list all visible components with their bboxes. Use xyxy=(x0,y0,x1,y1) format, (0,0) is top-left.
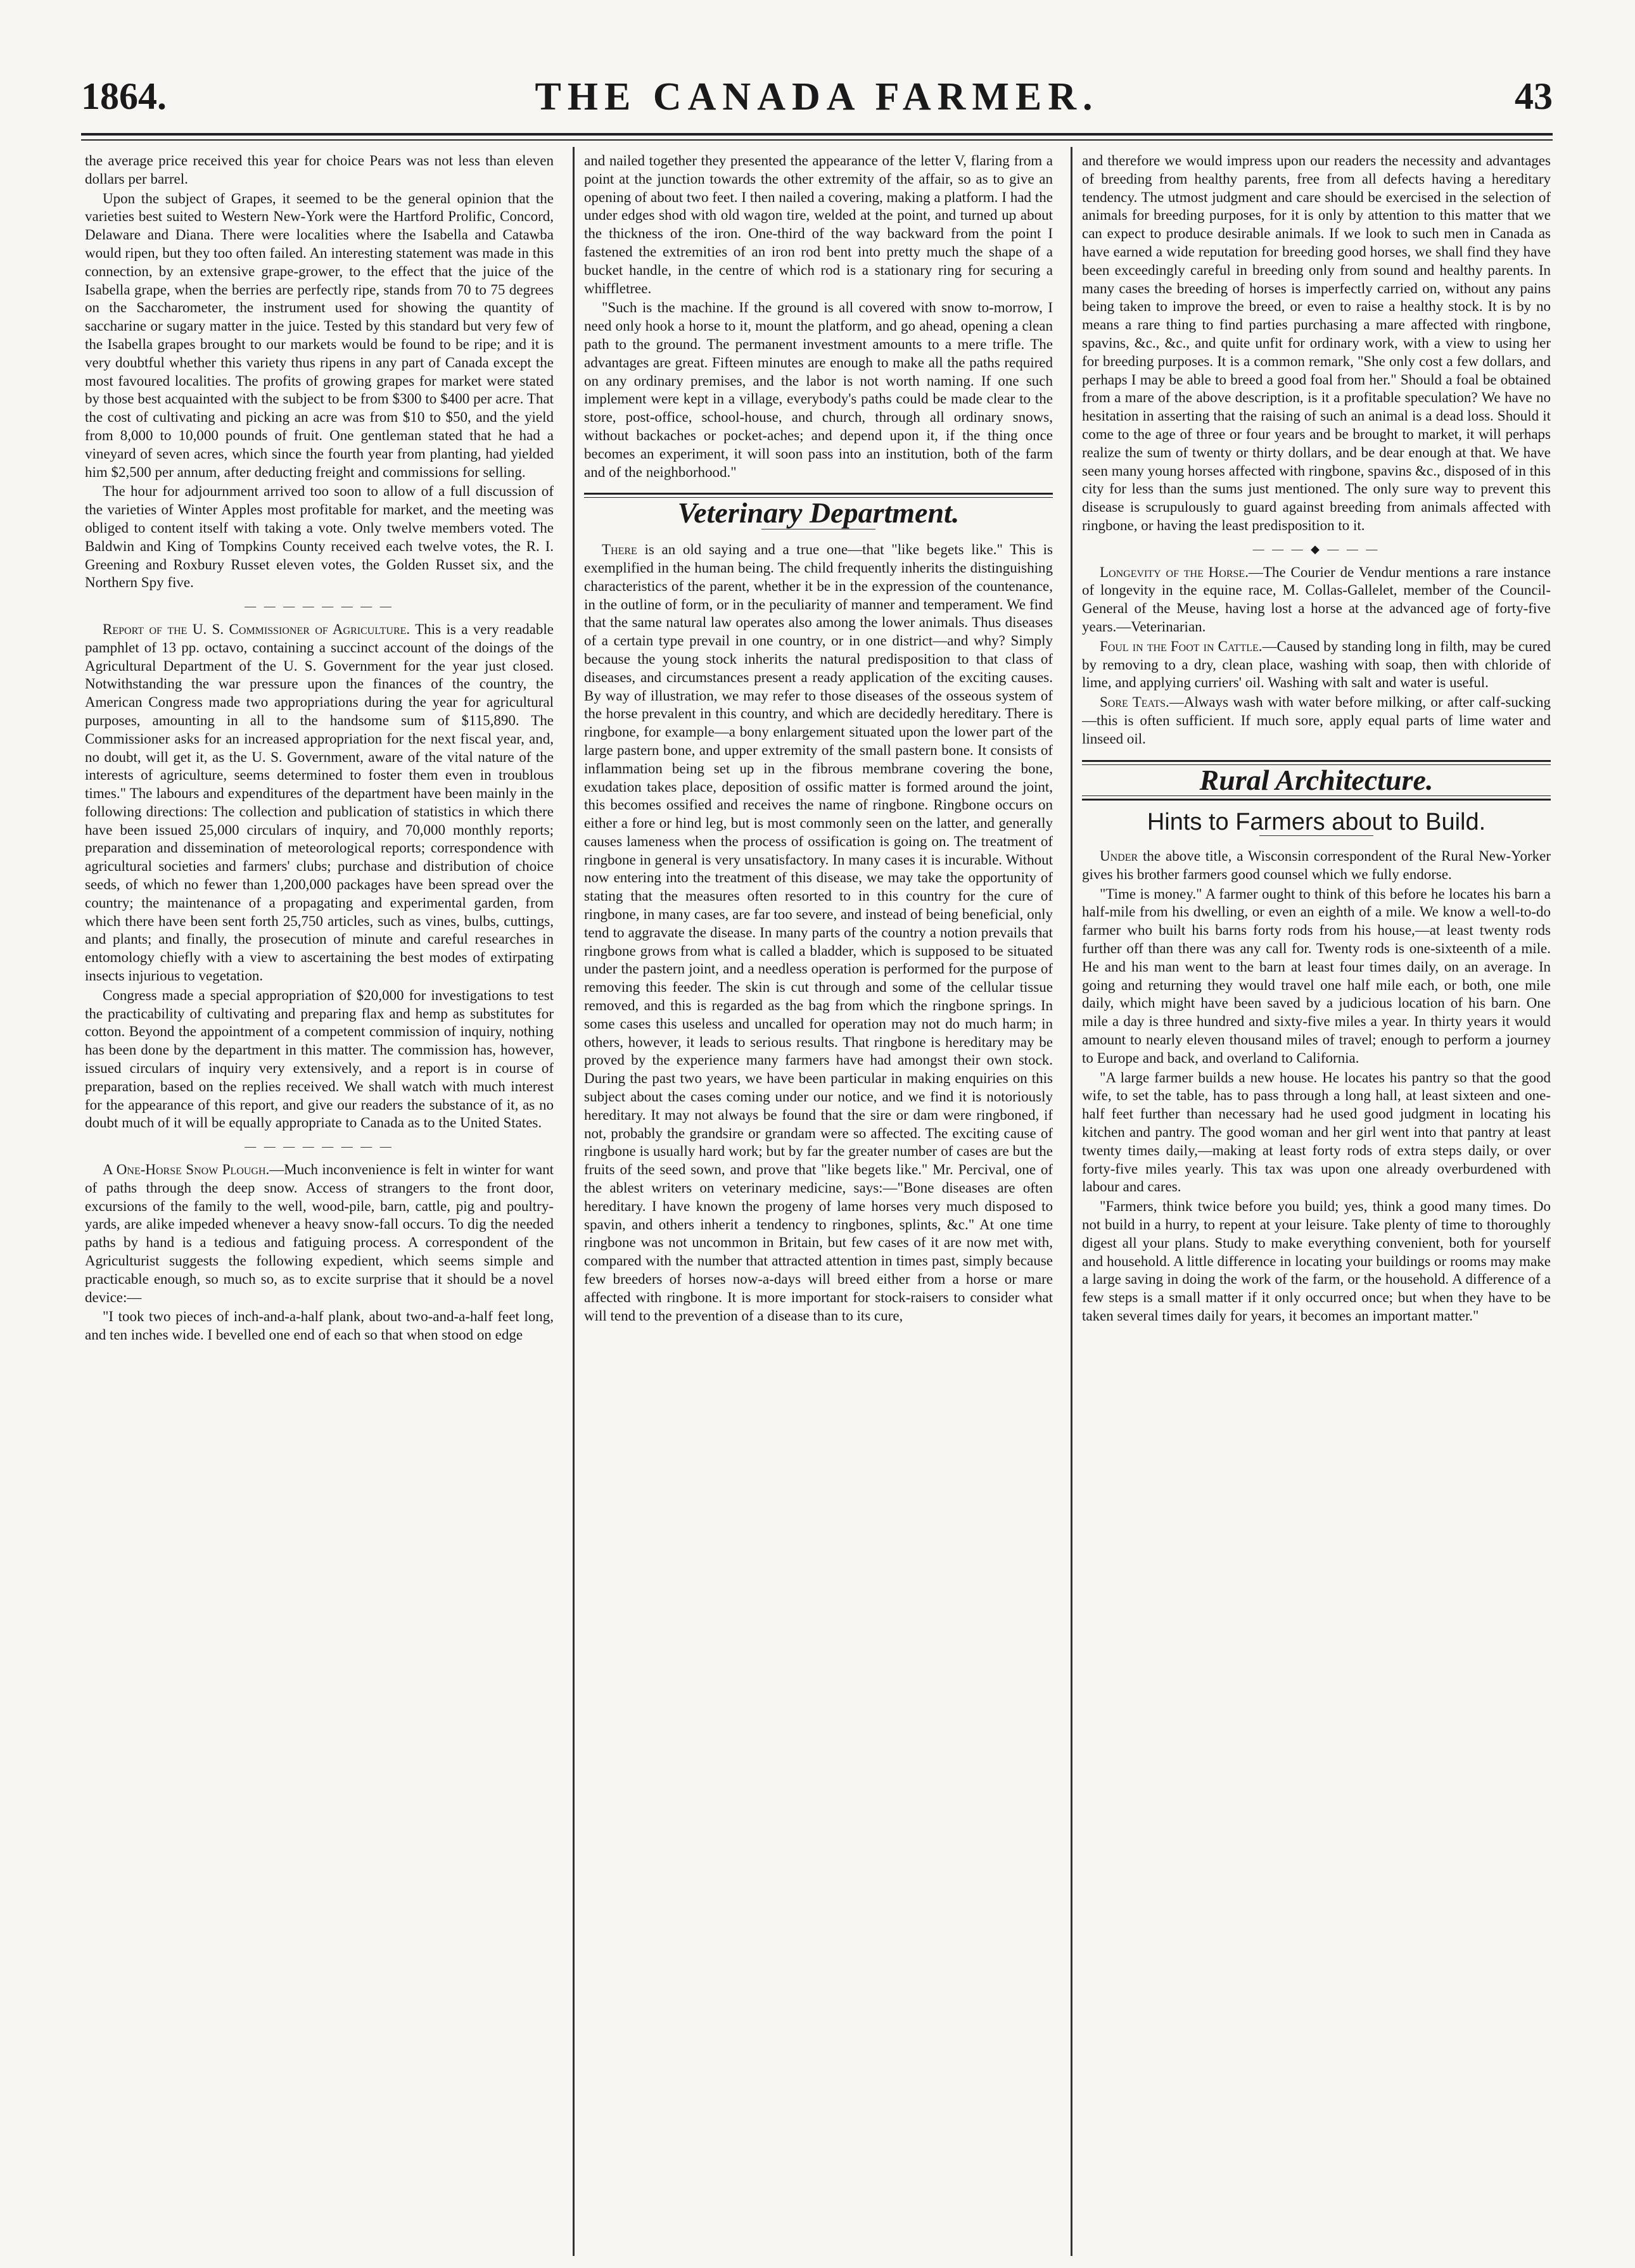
foul-foot-heading: Foul in the Foot in Cattle. xyxy=(1100,638,1263,654)
ringbone-text: is an old saying and a true one—that "like begets like." This is exemplified in the human being. The child frequently inherits the distinguishing characteristics of the parent, whether it be in the expression of the countenance, in the outline of form, or in the peculiarity of manner and temperament. We find that the same natural law operates also among the lower animals. Thus diseases of a certain type prevail in one country, or in one district—and why? Simply because the young stock inherits the natural predisposition to that class of diseases, and circumstances present a ready application of the exciting causes. By way of illustration, we may refer to those diseases of the osseous system of the horse prevalent in this country, and which are decidedly hereditary. There is ringbone, for example—a bony enlargement situated upon the lower part of the large pastern bone, and upper extremity of the small pastern bone. It consists of inflammation being set up in the fibrous membrane covering the bone, exudation takes place, deposition of ossific matter is formed around the joint, this becomes ossified and receives the name of ringbone. Ringbone occurs on either a fore or hind leg, but is most commonly seen on the latter, and generally causes lameness when the process of ossification is going on. The treatment of ringbone in general is very unsatisfactory. In many cases it is incurable. Without now entering into the treatment of this disease, we may take the opportunity of stating that the measures often resorted to in this country for the cure of ringbone, in many cases, are far too severe, and instead of being beneficial, only tend to aggravate the disease. In many parts of the country a notion prevails that ringbone grows from what is called a bladder, which is supposed to be situated under the pastern joint, and a needless operation is performed for the purpose of removing this feeder. The skin is cut through and some of the cellular tissue removed, and this is regarded as the bag from which the ringbone springs. In some cases this useless and uncalled for operation may not do much harm; in others, however, it leads to serious results. That ringbone is hereditary may be proved by the experience many farmers have had amongst their own stock. During the past two years, we have been particular in making enquiries on this subject about the cases coming under our notice, and we find it is notoriously hereditary. It may not always be found that the sire or dam were ringboned, if not, probably the grandsire or grandam were so affected. The exciting cause of ringbone is usually hard work; but by far the greater number of cases are but the fruits of the seed sown, and prove that "like begets like." Mr. Percival, one of the ablest writers on veterinary medicine, says:—"Bone diseases are often hereditary. I have known the progeny of lame horses very much disposed to spavin, and others inherit a tendency to ringbones, splints, &c." At one time ringbone was not uncommon in Britain, but few cases of it are now met with, compared with the number that attracted attention in times past, simply because few breeders of horses now-a-days will breed either from a horse or mare affected with ringbone. It is more important for stock-raisers to consider what will tend to the prevention of a disease than to its cure, xyxy=(584,542,1053,1324)
wisconsin-paragraph xyxy=(1082,847,1551,884)
divider: — — — ◆ — — — xyxy=(1252,542,1380,555)
section-rule xyxy=(1082,795,1551,801)
article-headline: Hints to Farmers about to Build. xyxy=(1147,809,1486,836)
snow-plough-paragraph xyxy=(85,1161,554,1307)
commissioner-report-paragraph xyxy=(85,621,554,985)
plank-paragraph: "I took two pieces of inch-and-a-half plank, about two-and-a-half feet long, and ten inches wide. I bevelled one end of each so that when stood on edge xyxy=(85,1308,554,1343)
sore-teats-text: —Always wash with water before milking, or after calf-sucking—this is often sufficient. If much sore, apply equal parts of lime water and linseed oil. xyxy=(1082,694,1551,747)
think-twice-paragraph: "Farmers, think twice before you build; yes, think a good many times. Do not build in a hurry, to repent at your leisure. Take plenty of time to thoroughly digest all your plans. Study to make everything convenient, both for yourself and household. A little difference in locating your buildings or rooms may make a large saving in doing the work of the farm, or the household. A difference of a few steps is a small matter if it only occurred once; but when they have to be taken several times daily for years, it becomes an important matter." xyxy=(1082,1198,1551,1324)
divider: — — — — — — — — xyxy=(245,600,394,613)
breeding-paragraph: and therefore we would impress upon our readers the necessity and advantages of breeding from healthy parents, free from all defects having a hereditary tendency. The utmost judgment and care should be exercised in the selection of animals for breeding purposes, for it is only by attention to this matter that we can expect to produce desirable animals. If we look to such men in Canada as have earned a wide reputation for breeding good horses, we shall find they have been exceedingly careful in breeding only from sound and healthy parents. In many cases the breeding of horses is imperfectly carried on, without any pains being taken to improve the breed, or even to raise a healthy stock. It is by no means a rare thing to find parties purchasing a mare affected with ringbone, spavins, &c., &c., and quite unfit for ordinary work, with a view to using her for breeding purposes. It is a common remark, "She only cost a few dollars, and perhaps I may be able to breed a good foal from her." Should a foal be obtained from a mare of the above description, is it a profitable speculation? We have no hesitation in asserting that the raising of such an animal is a dead loss. Should it come to the age of three or four years and be brought to market, it will perhaps realize the sum of twenty or thirty dollars, and be dear enough at that. We have seen many young horses affected with ringbone, spavins &c., disposed of in this city for less than the sums just mentioned. The only sure way to prevent this disease is scrupulously to guard against breeding from animals affected with ringbone, or having the least predisposition to it. xyxy=(1082,153,1551,533)
sore-teats-heading: Sore Teats. xyxy=(1100,694,1169,711)
grapes-paragraph: Upon the subject of Grapes, it seemed to be the general opinion that the varieties best suited to Western New-York were the Hartford Prolific, Concord, Delaware and Diana. There were localities where the Isabella and Catawba would ripen, but they too often failed. An interesting statement was made in this connection, by an extensive grape-grower, to the effect that the juice of the Isabella grape, when the berries are perfectly ripe, stands from 70 to 75 degrees on the Saccharometer, the instrument used for showing the quantity of saccharine or sugary matter in the juice. Tested by this standard but very few of the Isabella grapes brought to our markets would be found to be ripe; and it is very doubtful whether this variety thus ripens in any part of Canada except the most favoured localities. The profits of growing grapes for market were stated by those best acquainted with the subject to be from $300 to $400 per acre. That the cost of cultivating and picking an acre was from $10 to $50, and the yield from 8,000 to 10,000 pounds of fruit. One gentleman stated that he had a vineyard of seven acres, which since the fourth year from planting, had yielded him $2,500 per annum, after deducting freight and commissions for selling. xyxy=(85,190,554,480)
pantry-paragraph: "A large farmer builds a new house. He locates his pantry so that the good wife, to set the table, has to pass through a long hall, at least sixteen and one-half feet further than necessary had he used good judgment in locating his kitchen and pantry. The good woman and her girl went into that pantry at least twenty times daily,—making at least forty rods of extra steps daily, or over forty-five miles yearly. This tax was upon one already overburdened with labour and cares. xyxy=(1082,1069,1551,1195)
commissioner-report-text: This is a very readable pamphlet of 13 pp. octavo, containing a succinct account of the doings of the Agricultural Department of the U. S. Government for the year just closed. Notwithstanding the war pressure upon the finances of the country, the American Congress made two appropriations during the year for agricultural purposes, amounting in all to the handsome sum of $115,890. The Commissioner asks for an increased appropriation for the next fiscal year, and, no doubt, will get it, as the U. S. Government, aware of the vital nature of the interests of agriculture, seems determined to foster them even in troublous times." The labours and expenditures of the department have been mainly in the following directions: The collection and publication of statistics in which there have been issued 25,000 circulars of inquiry, and 70,000 monthly reports; preparation and dissemination of meteorological reports; correspondence with agricultural societies and farmers' clubs; purchase and distribution of choice seeds, of which no fewer than 1,200,000 packages have been spread over the country; the maintenance of a propagating and experimental garden, from which there have been sent forth 25,750 articles, such as vines, bulbs, cuttings, and plants; and finally, the prosecution of minute and careful researches in entomology chiefly with a view to ascertaining the best modes of extirpating insects injurious to vegetation. xyxy=(85,621,554,984)
time-is-money-paragraph: "Time is money." A farmer ought to think of this before he locates his barn a half-mile from his dwelling, or even an eighth of a mile. We know a well-to-do farmer who built his barns forty rods from his house,—at least twenty rods further off than there was any call for. Twenty rods is one-sixteenth of a mile. He and his man went to the barn at least four times daily, on an average. In going and returning they would travel one half mile each, or both, one mile daily, which might have been saved by a judicious location of his barn. One mile a day is three hundred and sixty-five miles a year. In thirty years it would amount to nearly eleven thousand miles of travel; enough to perform a journey to Europe and back, and overland to California. xyxy=(1082,885,1551,1066)
longevity-heading: Longevity of the Horse. xyxy=(1100,564,1249,580)
apples-paragraph: The hour for adjournment arrived too soon to allow of a full discussion of the varieties of Winter Apples most profitable for market, and the meeting was obliged to content itself with taking a vote. Only twelve members voted. The Baldwin and King of Tompkins County received each twelve votes, the R. I. Greening and Roxbury Russet eleven votes, the Golden Russet six, and the Northern Spy five. xyxy=(85,483,554,591)
sore-teats-paragraph xyxy=(1082,694,1551,748)
snow-plough-text: —Much inconvenience is felt in winter for want of paths through the deep snow. Access of strangers to the front door, excursions of the family to the well, wood-pile, barn, cattle, pig and poultry-yards, are alike impeded whenever a heavy snow-fall occurs. To dig the needed paths by hand is a tedious and fatiguing process. A correspondent of the Agriculturist suggests the following expedient, which seems simple and practicable enough, so much so, as to excite surprise that it should be a novel device:— xyxy=(85,1162,554,1305)
snow-plough-heading: A One-Horse Snow Plough. xyxy=(103,1162,270,1178)
column-separator-1 xyxy=(573,147,575,2256)
ringbone-lead: There xyxy=(602,542,637,558)
longevity-text: —The Courier de Vendur mentions a rare instance of longevity in the equine race, M. Collas-Gallelet, member of the Council-General of the Meuse, having lost a horse at the advanced age of forty-five years.—Veterinarian. xyxy=(1082,564,1551,635)
pears-paragraph: the average price received this year for choice Pears was not less than eleven dollars per barrel. xyxy=(85,153,554,187)
machine-paragraph: "Such is the machine. If the ground is all covered with snow to-morrow, I need only hook a horse to it, mount the platform, and go ahead, opening a clean path to the ground. The permanent investment amounts to a mere trifle. The advantages are great. Fifteen minutes are enough to make all the paths required on any ordinary premises, and the labor is not worth naming. If one such implement were kept in a village, everybody's paths could be made clear to the store, post-office, school-house, and church, through all ordinary snows, without backaches or pocket-aches; and depend upon it, if the thing once becomes an experiment, it will soon pass into an institution, both of the farm and of the neighborhood." xyxy=(584,300,1053,480)
veterinary-section-title: Veterinary Department. xyxy=(677,497,960,529)
wisconsin-lead: Under xyxy=(1100,848,1138,865)
headline-underline xyxy=(1259,835,1373,836)
divider: — — — — — — — — xyxy=(245,1140,394,1153)
header-rule-thin xyxy=(81,139,1553,141)
plough-continued-paragraph: and nailed together they presented the appearance of the letter V, flaring from a point at the junction towards the other extremity of the affair, so as to give an opening of about two feet. I then nailed a covering, making a platform. I had the under edges shod with old wagon tire, welded at the point, and turned up about the thickness of the iron. One-third of the way backward from the point I fastened the extremities of an iron rod bent into pretty much the shape of a bucket handle, in the centre of which rod is a stationary ring for securing a whiffletree. xyxy=(584,153,1053,296)
column-3 xyxy=(1082,152,1551,2261)
page-number: 43 xyxy=(1515,75,1553,117)
wisconsin-text: the above title, a Wisconsin correspondent of the Rural New-Yorker gives his brother farmers good counsel which we fully endorse. xyxy=(1082,848,1551,882)
page-header xyxy=(81,75,1553,132)
issue-year: 1864. xyxy=(81,75,167,117)
header-rule-thick xyxy=(81,133,1553,136)
column-1 xyxy=(85,152,554,2261)
column-2 xyxy=(584,152,1053,2261)
congress-paragraph: Congress made a special appropriation of $20,000 for investigations to test the practicability of cultivating and preparing flax and hemp as substitutes for cotton. Beyond the appointment of a competent commission of inquiry, nothing has been done by the department in this matter. The commission has, however, issued circulars of inquiry very extensively, and a report is in course of preparation, based on the replies received. We shall watch with much interest for the appearance of this report, and give our readers the substance of it, as no doubt much of it will be equally appropriate to Canada as to the United States. xyxy=(85,987,554,1131)
ringbone-paragraph xyxy=(584,541,1053,1325)
rural-architecture-section-title: Rural Architecture. xyxy=(1199,763,1434,796)
foul-foot-paragraph xyxy=(1082,638,1551,692)
commissioner-report-heading: Report of the U. S. Commissioner of Agriculture. xyxy=(103,621,410,637)
column-separator-2 xyxy=(1071,147,1072,2256)
masthead-title: THE CANADA FARMER. xyxy=(535,75,1099,118)
foul-foot-text: —Caused by standing long in filth, may be cured by removing to a dry, clean place, washing with soap, then with chloride of lime, and applying curriers' oil. Washing with salt and water is useful. xyxy=(1082,638,1551,691)
longevity-paragraph xyxy=(1082,564,1551,637)
